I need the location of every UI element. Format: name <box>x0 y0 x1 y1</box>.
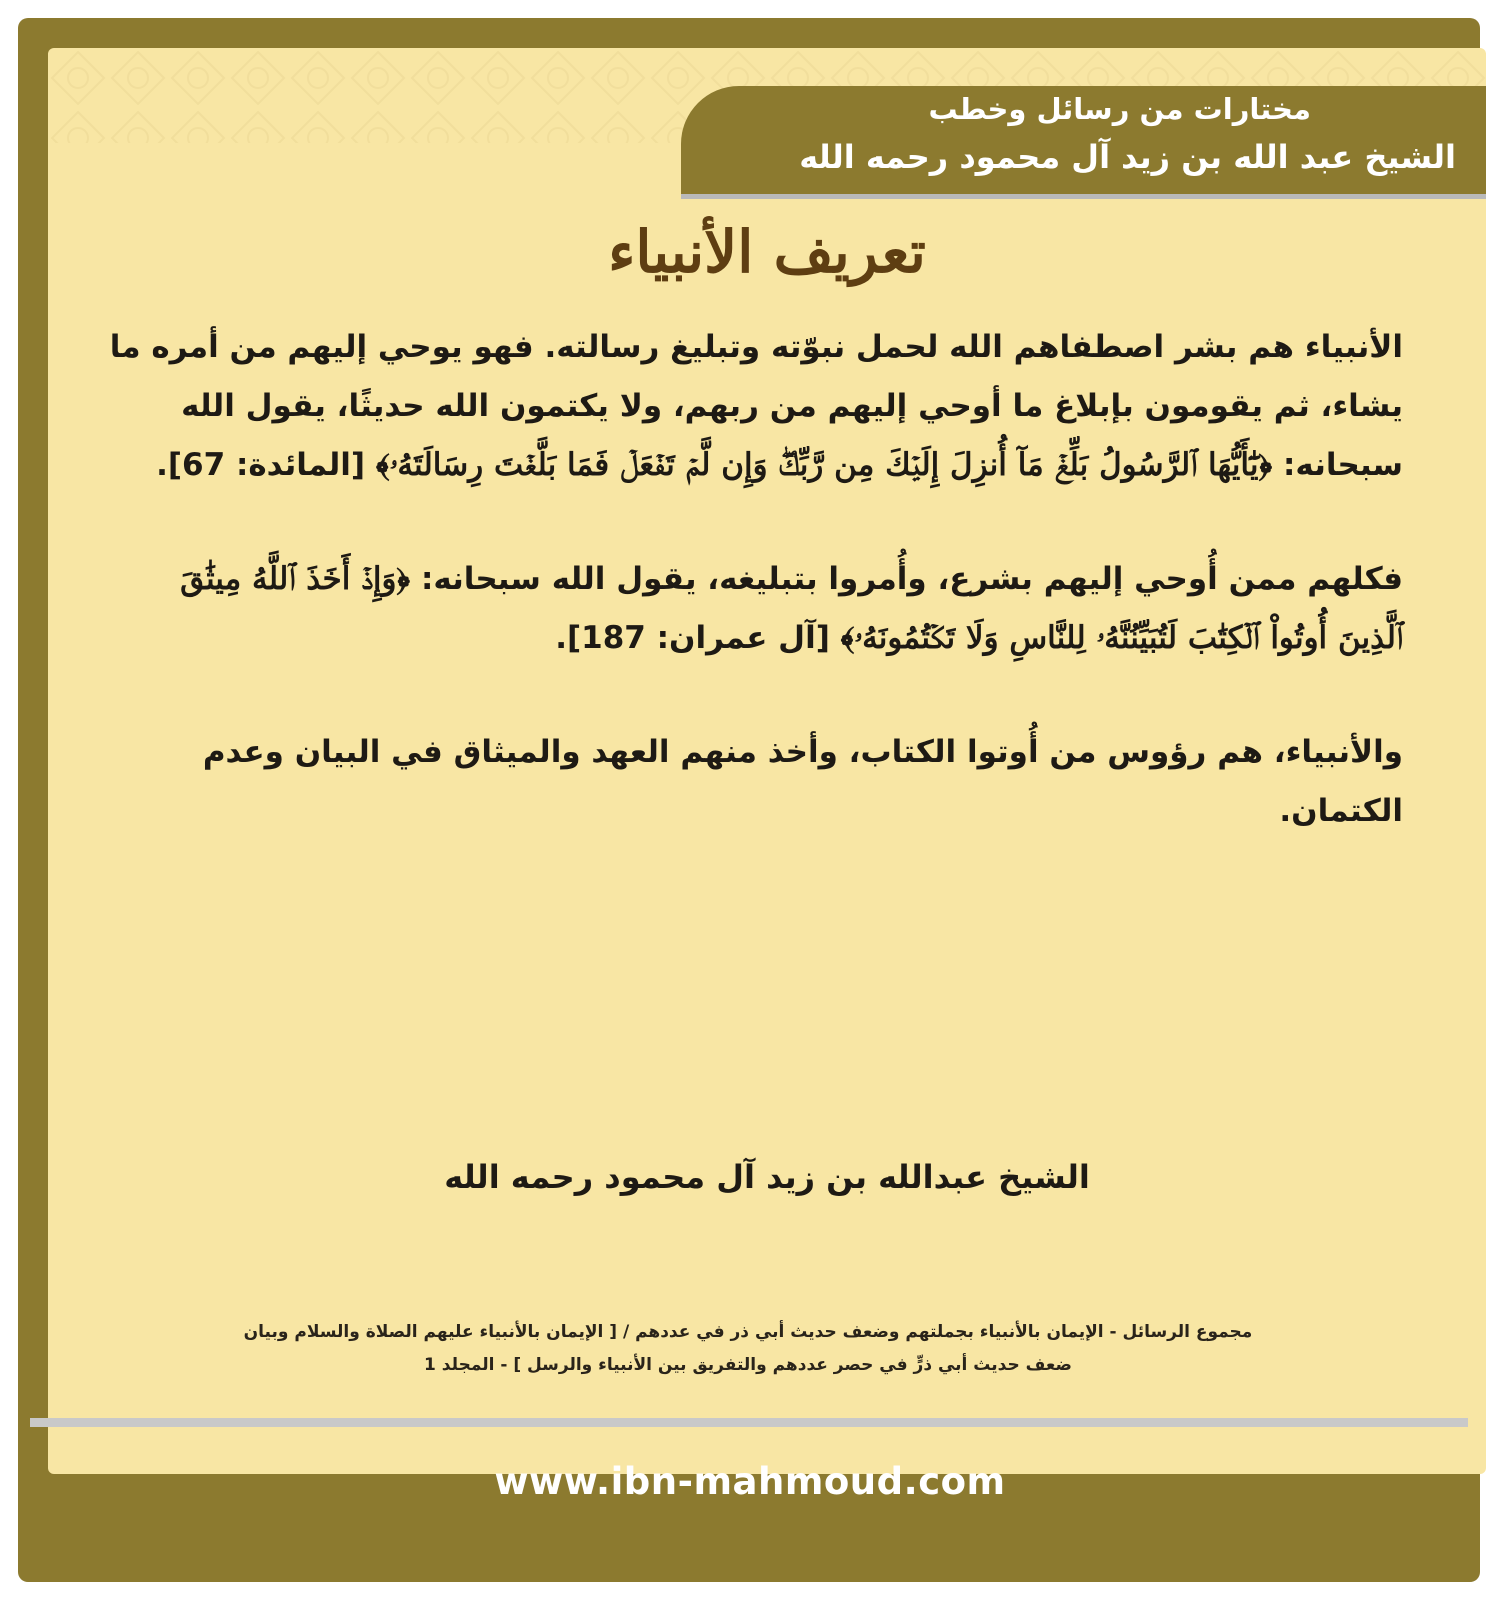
paragraph-2 <box>108 550 1403 668</box>
header-line-2: الشيخ عبد الله بن زيد آل محمود رحمه الله <box>799 138 1456 176</box>
paragraph-1-text: الأنبياء هم بشر اصطفاهم الله لحمل نبوّته وتبليغ رسالته. فهو يوحي إليهم من أمره ما يشاء، ثم يقومون بإبلاغ ما أوحي إليهم من ربهم، ولا يكتمون الله حديثًا، يقول الله سبحانه: <box>109 329 1403 483</box>
source-citation <box>88 1316 1408 1382</box>
page-title: تعريف الأنبياء <box>608 218 926 286</box>
paragraph-3 <box>108 723 1403 841</box>
content-card <box>48 48 1486 1474</box>
footer-divider <box>30 1418 1468 1427</box>
quran-verse-1: ﴿يَٰٓأَيُّهَا ٱلرَّسُولُ بَلِّغۡ مَآ أُنزِلَ إِلَيۡكَ مِن رَّبِّكَۖ وَإِن لَّمۡ تَفۡعَلۡ فَمَا بَلَّغۡتَ رِسَالَتَهُۥ﴾ <box>375 447 1273 483</box>
verse-ref-2: [آل عمران: 187]. <box>555 620 830 656</box>
paragraph-1 <box>108 318 1403 495</box>
paragraph-2-text: فكلهم ممن أُوحي إليهم بشرع، وأُمروا بتبليغه، يقول الله سبحانه: <box>420 561 1403 597</box>
source-line-2: ضعف حديث أبي ذرٍّ في حصر عددهم والتفريق بين الأنبياء والرسل ] - المجلد 1 <box>424 1355 1072 1375</box>
website-link[interactable]: www.ibn-mahmoud.com <box>494 1460 1006 1503</box>
quran-verse-2: ﴿وَإِذۡ أَخَذَ ٱللَّهُ مِيثَٰقَ ٱلَّذِينَ أُوتُواْ ٱلۡكِتَٰبَ لَتُبَيِّنُنَّهُۥ لِلنَّاسِ وَلَا تَكۡتُمُونَهُۥ﴾ <box>180 561 1403 656</box>
article-body <box>108 318 1403 841</box>
paragraph-3-text: والأنبياء، هم رؤوس من أُوتوا الكتاب، وأخذ منهم العهد والميثاق في البيان وعدم الكتمان. <box>202 734 1403 829</box>
header-banner <box>681 86 1486 199</box>
header-line-1: مختارات من رسائل وخطب <box>928 92 1311 126</box>
verse-ref-1: [المائدة: 67]. <box>156 447 366 483</box>
source-line-1: مجموع الرسائل - الإيمان بالأنبياء بجملتهم وضعف حديث أبي ذر في عددهم / [ الإيمان بالأنبياء عليهم الصلاة والسلام وبيان <box>243 1322 1253 1342</box>
signature: الشيخ عبدالله بن زيد آل محمود رحمه الله <box>444 1158 1090 1196</box>
